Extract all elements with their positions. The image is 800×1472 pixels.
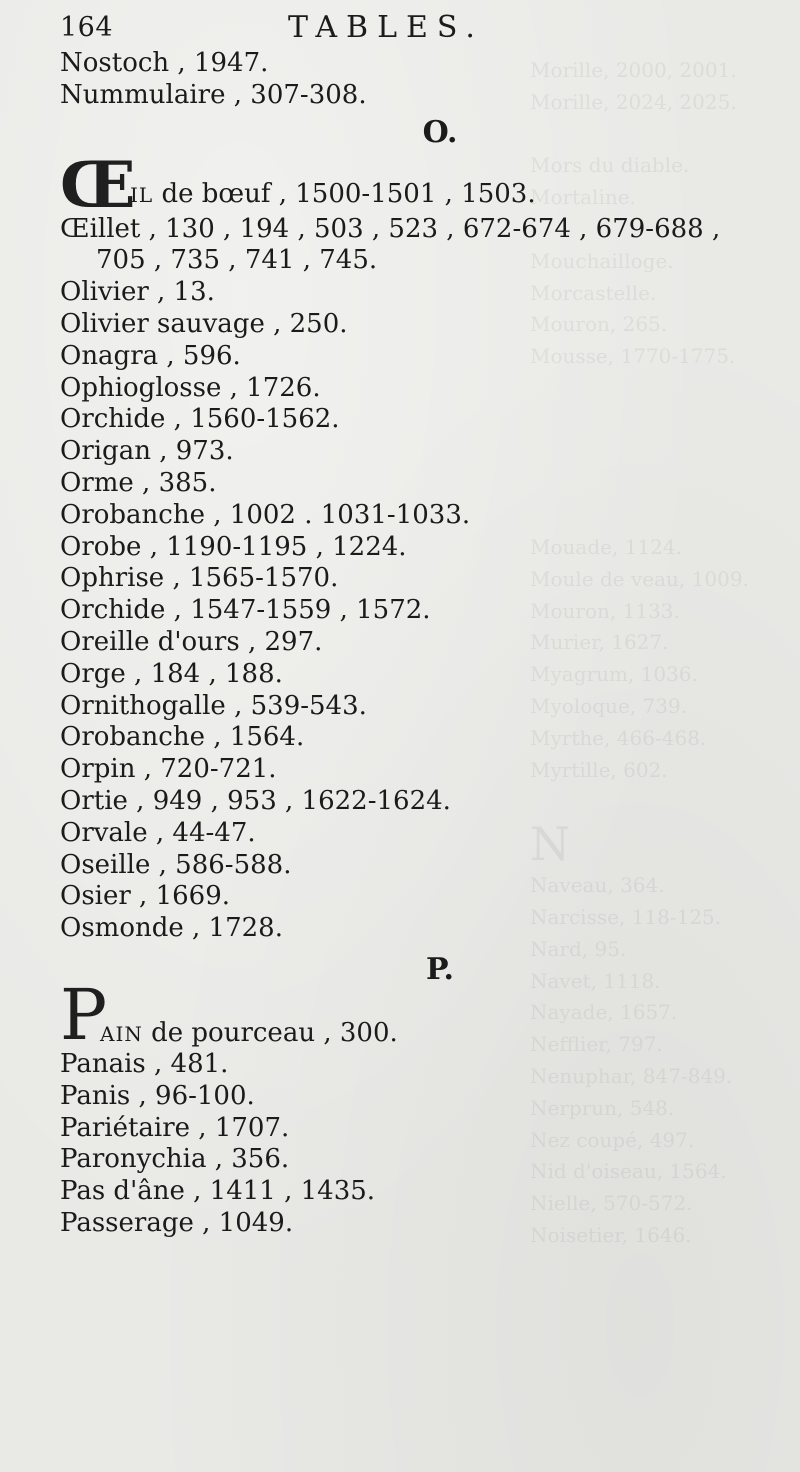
index-entry: Orpin , 720-721. [60,754,277,785]
index-entry: Orge , 184 , 188. [60,658,283,689]
index-entry: Onagra , 596. [60,340,241,371]
show-through-text: Morille, 2000, 2001. Morille, 2024, 2025. Mors du diable. Mortaline. Mouchailloge. Morcastelle. Mouron, 265. Mousse, 1770-1775. Mouade, 1124. Moule de veau, 1009. Mouron, 1133. Murier, 1627. Myagrum, 1036. Myoloque, 739. Myrthe, 466-468. Myrtille, 602. N Naveau, 364. Narcisse, 118-125. Nard, 95. Navet, 1118. Nayade, 1657. Nefflier, 797. Nenuphar, 847-849. Nerprun, 548. Nez coupé, 497. Nid d'oiseau, 1564. Nielle, 570-572. Noisetier, 1646. [530,58,749,1247]
section-heading-p: P. [425,951,455,987]
index-entry: Origan , 973. [60,436,234,467]
index-entry-drop-cap [60,147,780,223]
index-entry: Ortie , 949 , 953 , 1622-1624. [60,785,451,816]
index-entry: Passerage , 1049. [60,1207,294,1238]
section-heading-o: O. [422,114,458,150]
index-entry: Olivier , 13. [60,277,215,308]
index-entry: Orchide , 1560-1562. [60,404,340,435]
index-entry: Orobanche , 1002 . 1031-1033. [60,499,471,530]
index-entry: Orme , 385. [60,467,217,498]
index-entries [60,48,780,1240]
index-entry: Pariétaire , 1707. [60,1112,290,1143]
index-entry: Nummulaire , 307-308. [60,79,367,110]
index-entry-continuation: 705 , 735 , 741 , 745. [96,245,378,276]
index-entry: Nostoch , 1947. [60,48,269,78]
index-entry-drop-cap [60,973,780,1056]
index-entry: Orobanche , 1564. [60,722,305,753]
index-entry: Panais , 481. [60,1048,229,1079]
drop-cap-initial: Œ [60,147,136,223]
index-entry: Oseille , 586-588. [60,849,292,880]
index-entry: Oreille d'ours , 297. [60,626,323,657]
index-entry: Orobe , 1190-1195 , 1224. [60,531,407,562]
index-entry: Paronychia , 356. [60,1144,290,1175]
small-caps-text: AIN [100,1021,143,1046]
small-caps-text: IL [130,182,154,207]
index-entry: Œillet , 130 , 194 , 503 , 523 , 672-674 , 679-688 , [60,213,721,244]
index-entry: Osier , 1669. [60,881,231,912]
drop-cap-initial: P [60,973,108,1056]
drop-cap-entry-text [130,178,536,211]
index-entry: Orchide , 1547-1559 , 1572. [60,595,431,626]
index-entry: Panis , 96-100. [60,1080,255,1111]
index-entry: Ophioglosse , 1726. [60,372,321,403]
running-title: TABLES. [288,10,484,45]
drop-cap-entry-text [100,1017,398,1050]
index-entry: Ornithogalle , 539-543. [60,690,367,721]
index-entry: Orvale , 44-47. [60,817,256,848]
entry-remainder: de pourceau , 300. [142,1017,398,1048]
index-entry: Pas d'âne , 1411 , 1435. [60,1176,376,1207]
page-header [60,6,760,46]
index-entry: Osmonde , 1728. [60,913,283,944]
index-entry: Ophrise , 1565-1570. [60,563,339,594]
index-entry: Olivier sauvage , 250. [60,308,348,339]
entry-remainder: de bœuf , 1500-1501 , 1503. [153,178,536,209]
page-number: 164 [60,12,114,43]
